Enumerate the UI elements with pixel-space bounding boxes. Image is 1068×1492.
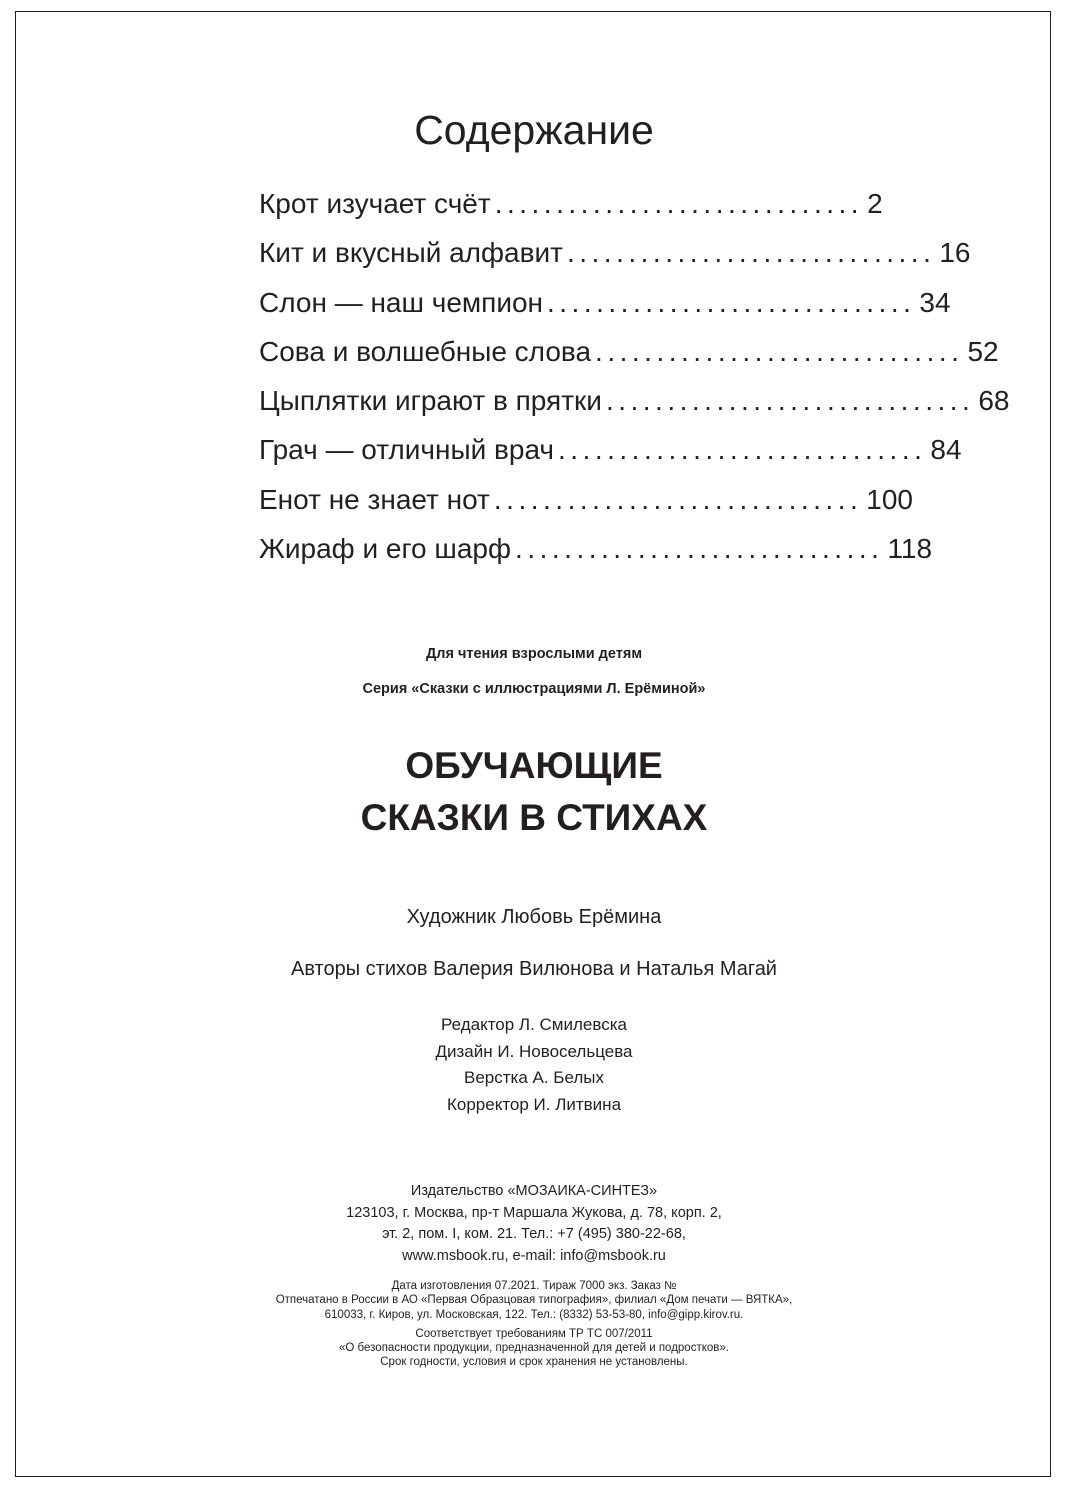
toc-leader-dots: ..............................: [547, 286, 916, 318]
toc-entry-page: 68: [978, 385, 1010, 417]
toc-entry-page: 2: [867, 188, 883, 219]
staff-credits: [0, 1012, 1068, 1118]
layout-credit: Верстка А. Белых: [464, 1068, 604, 1087]
imprint-line: Соответствует требованиям ТР ТС 007/2011: [415, 1327, 653, 1340]
design-credit: Дизайн И. Новосельцева: [435, 1041, 633, 1061]
imprint-info: [0, 1279, 1068, 1370]
publisher-name: Издательство «МОЗАИКА-СИНТЕЗ»: [410, 1183, 658, 1199]
toc-entry-page: 16: [939, 237, 971, 269]
toc-entry-title: Цыплятки играют в прятки: [259, 385, 602, 417]
toc-entry-title: Сова и волшебные слова: [259, 335, 592, 367]
toc-entry[interactable]: [259, 478, 913, 527]
book-title: [0, 740, 1068, 844]
series-name: Серия «Сказки с иллюстрациями Л. Ерёминой»: [362, 681, 706, 697]
publisher-address: эт. 2, пом. I, ком. 21. Тел.: +7 (495) 380-22-68,: [382, 1226, 686, 1242]
authors-credit: Авторы стихов Валерия Вилюнова и Наталья Магай: [291, 958, 777, 980]
publisher-contacts: www.msbook.ru, e-mail: info@msbook.ru: [402, 1247, 666, 1264]
toc-entry[interactable]: [259, 428, 962, 477]
imprint-line: Дата изготовления 07.2021. Тираж 7000 экз. Заказ №: [391, 1280, 677, 1292]
toc-entry[interactable]: [259, 379, 1010, 428]
book-title-line: СКАЗКИ В СТИХАХ: [360, 797, 708, 838]
toc-leader-dots: ..............................: [494, 188, 864, 219]
publisher-address: 123103, г. Москва, пр-т Маршала Жукова, д. 78, корп. 2,: [346, 1204, 722, 1221]
imprint-line: 610033, г. Киров, ул. Московская, 122. Тел.: (8332) 53-53-80, info@gipp.kirov.ru.: [324, 1308, 744, 1321]
toc-entry-title: Крот изучает счёт: [259, 188, 491, 219]
toc-entry-title: Кит и вкусный алфавит: [259, 237, 563, 269]
toc-entry-title: Грач — отличный врач: [259, 434, 554, 466]
table-of-contents: [259, 182, 1010, 576]
publisher-info: [0, 1181, 1068, 1267]
toc-entry-title: Жираф и его шарф: [259, 533, 512, 565]
toc-leader-dots: ..............................: [515, 533, 884, 565]
toc-leader-dots: ..............................: [493, 483, 863, 515]
toc-entry-page: 34: [919, 286, 951, 318]
toc-leader-dots: ..............................: [605, 385, 975, 417]
imprint-line: Срок годности, условия и срок хранения не установлены.: [380, 1356, 688, 1369]
toc-entry[interactable]: [259, 182, 883, 231]
toc-entry[interactable]: [259, 527, 933, 576]
toc-entry-page: 52: [967, 335, 999, 367]
toc-entry[interactable]: [259, 281, 951, 330]
audience-note: Для чтения взрослыми детям: [425, 646, 643, 662]
toc-entry-page: 100: [866, 483, 913, 515]
toc-entry-title: Слон — наш чемпион: [259, 286, 543, 318]
toc-entry-page: 84: [930, 434, 962, 466]
artist-credit: Художник Любовь Ерёмина: [406, 906, 662, 928]
toc-leader-dots: ..............................: [558, 434, 927, 466]
toc-leader-dots: ..............................: [595, 335, 964, 367]
toc-entry-title: Енот не знает нот: [259, 483, 490, 515]
proofreader-credit: Корректор И. Литвина: [446, 1094, 622, 1114]
imprint-line: «О безопасности продукции, предназначенной для детей и подростков».: [339, 1342, 729, 1355]
toc-entry[interactable]: [259, 330, 999, 379]
book-title-line: ОБУЧАЮЩИЕ: [405, 745, 663, 786]
editor-credit: Редактор Л. Смилевска: [441, 1015, 627, 1034]
toc-heading: Содержание: [414, 107, 654, 153]
imprint-line: Отпечатано в России в АО «Первая Образцовая типография», филиал «Дом печати — ВЯТКА»,: [275, 1294, 793, 1307]
toc-entry[interactable]: [259, 231, 971, 280]
toc-entry-page: 118: [887, 533, 933, 565]
toc-leader-dots: ..............................: [566, 237, 936, 269]
